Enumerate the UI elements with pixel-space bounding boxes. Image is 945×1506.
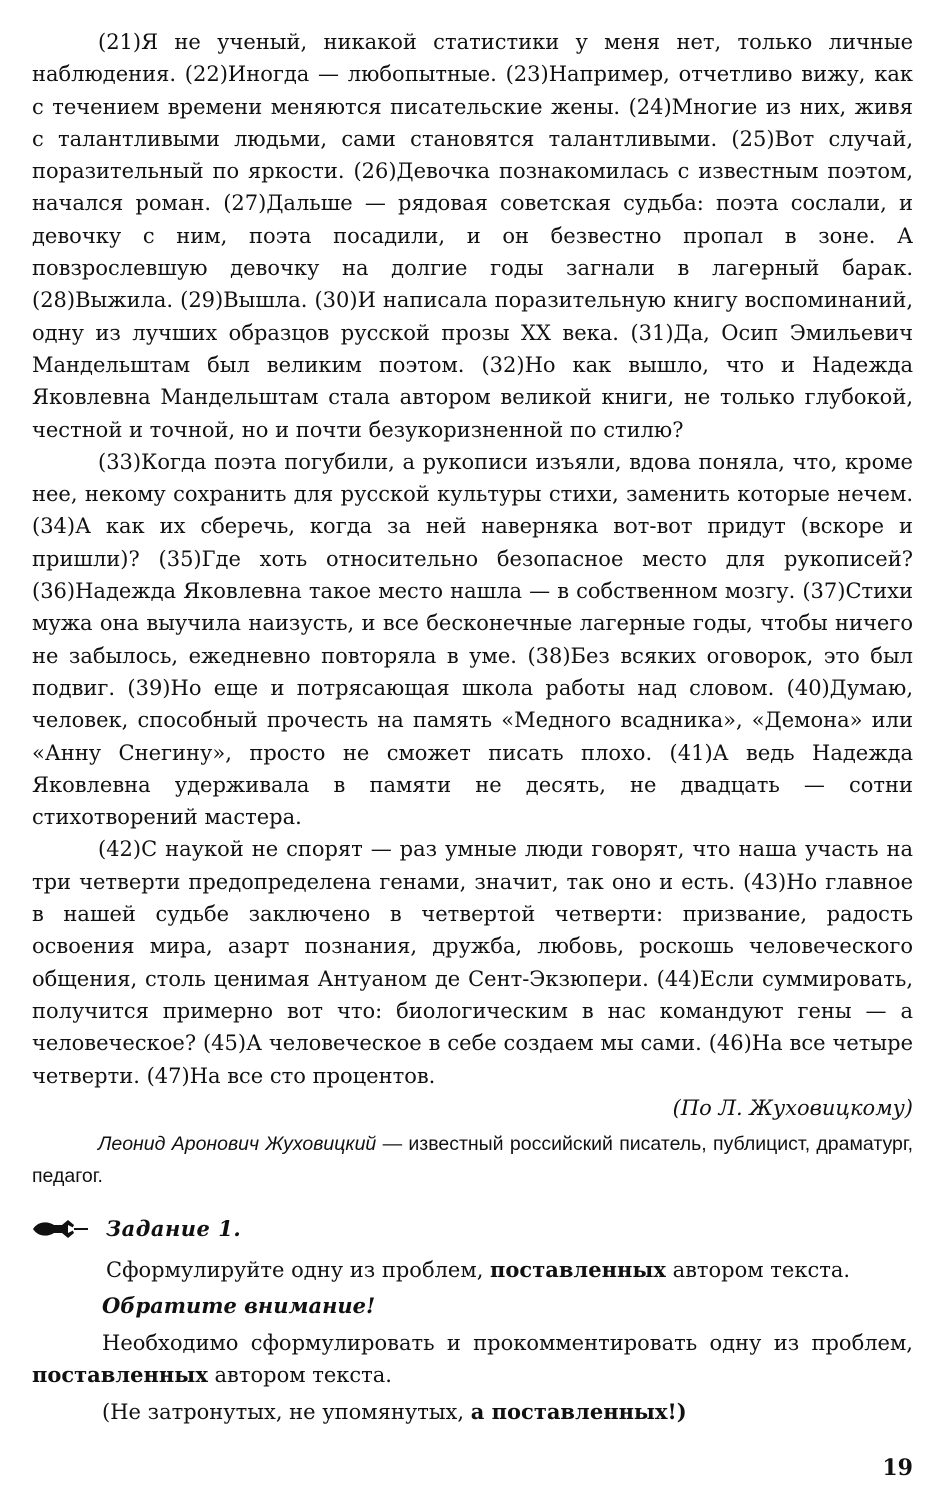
- instruction-text-end: автором текста.: [665, 1257, 851, 1282]
- task-note: [32, 1327, 913, 1392]
- instruction-emphasis: поставленных: [490, 1256, 666, 1282]
- note-text-start: Необходимо сформулировать и прокомментировать одну из проблем,: [102, 1330, 913, 1355]
- source-attribution: (По Л. Жуховицкому): [672, 1095, 913, 1120]
- document-page: [32, 26, 913, 1428]
- author-description: — известный российский писатель, публицист, драматург, педагог.: [32, 1132, 913, 1187]
- paragraph-2: (33)Когда поэта погубили, а рукописи изъяли, вдова поняла, что, кроме нее, некому сохранить для русской культуры стихи, заменить которые нечем. (34)А как их сберечь, когда за ней наверняка вот-вот придут (вскоре и пришли)? (35)Где хоть относительно безопасное место для рукописей? (36)Надежда Яковлевна такое место нашла — в собственном мозгу. (37)Стихи мужа она выучила наизусть, и все бесконечные лагерные годы, чтобы ничего не забылось, ежедневно повторяла в уме. (38)Без всяких оговорок, это был подвиг. (39)Но еще и потрясающая школа работы над словом. (40)Думаю, человек, способный прочесть на память «Медного всадника», «Демона» или «Анну Снегину», просто не сможет писать плохо. (41)А ведь Надежда Яковлевна удерживала в памяти не десять, не двадцать — сотни стихотворений мастера.: [32, 449, 913, 830]
- pen-nib-icon: [32, 1217, 92, 1241]
- task-instruction: [32, 1254, 913, 1287]
- author-bio: [32, 1128, 913, 1192]
- page-number: 19: [882, 1455, 913, 1481]
- paragraph-3: (42)С наукой не спорят — раз умные люди говорят, что наша участь на три четверти предопределена генами, значит, так оно и есть. (43)Но главное в нашей судьбе заключено в четвертой четверти: призвание, радость освоения мира, азарт познания, дружба, любовь, роскошь человеческого общения, столь ценимая Антуаном де Сент-Экзюпери. (44)Если суммировать, получится примерно вот что: биологическим в нас командуют гены — а человеческое? (45)А человеческое в себе создаем мы сами. (46)На все четыре четверти. (47)На все сто процентов.: [32, 837, 913, 1088]
- note-emphasis: поставленных: [32, 1362, 208, 1388]
- paragraph-1: (21)Я не ученый, никакой статистики у меня нет, только личные наблюдения. (22)Иногда — любопытные. (23)Например, отчетливо вижу, как с течением времени меняются писательские жены. (24)Многие из них, живя с талантливыми людьми, сами становятся талантливыми. (25)Вот случай, поразительный по яркости. (26)Девочка познакомилась с известным поэтом, начался роман. (27)Дальше — рядовая советская судьба: поэта сослали, и девочку с ним, поэта посадили, и он безвестно пропал в зоне. А повзрослевшую девочку на долгие годы загнали в лагерный барак. (28)Выжила. (29)Вышла. (30)И написала поразительную книгу воспоминаний, одну из лучших образцов русской прозы XX века. (31)Да, Осип Эмильевич Мандельштам был великим поэтом. (32)Но как вышло, что и Надежда Яковлевна Мандельштам стала автором великой книги, не только глубокой, честной и точной, но и почти безукоризненной по стилю?: [32, 30, 913, 442]
- author-name: Леонид Аронович Жуховицкий: [98, 1132, 377, 1155]
- reminder-emphasis: а поставленных!): [470, 1398, 687, 1424]
- reminder-text-start: (Не затронутых, не упомянутых,: [102, 1399, 471, 1424]
- task-reminder: [32, 1396, 913, 1429]
- note-title: Обратите внимание!: [102, 1293, 376, 1319]
- task-header: [32, 1210, 913, 1248]
- note-text-end: автором текста.: [207, 1363, 392, 1388]
- instruction-text-start: Сформулируйте одну из проблем,: [106, 1257, 491, 1282]
- task-title: Задание 1.: [106, 1216, 242, 1242]
